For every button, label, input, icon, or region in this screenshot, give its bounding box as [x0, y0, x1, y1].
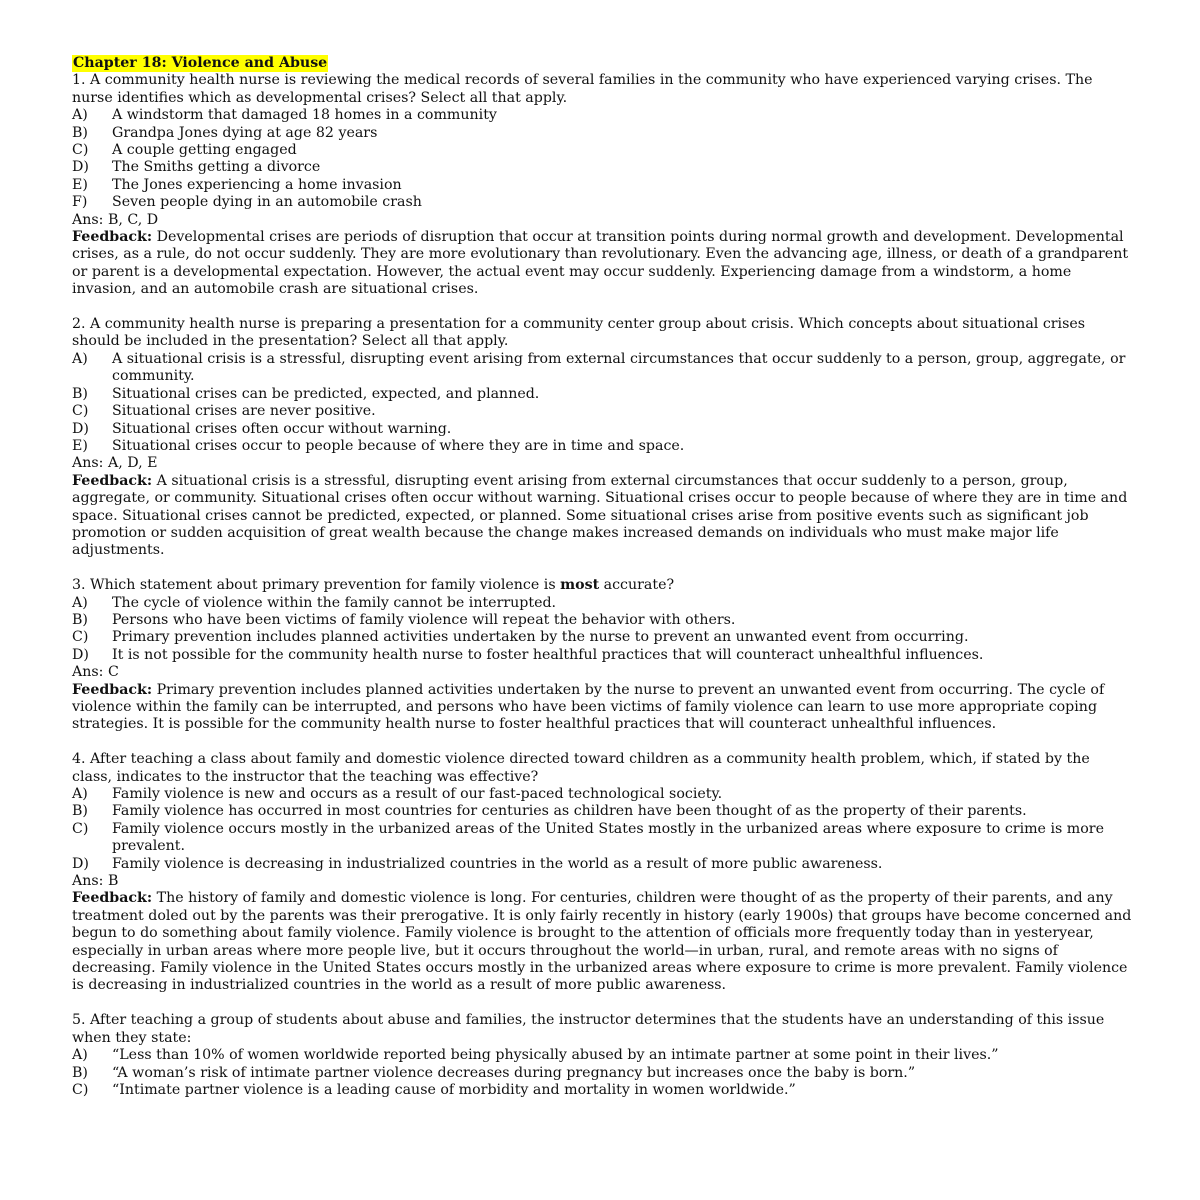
option-letter: C) [72, 820, 89, 837]
option-letter: E) [72, 176, 88, 193]
option-b [72, 386, 1134, 403]
option-d [72, 421, 1134, 438]
question-4 [72, 751, 1134, 995]
option-a [72, 351, 1134, 386]
option-letter: D) [72, 159, 89, 176]
option-a [72, 107, 1134, 124]
option-c [72, 629, 1134, 646]
option-a [72, 786, 1134, 803]
option-text: A couple getting engaged [112, 142, 297, 159]
option-text: “Less than 10% of women worldwide reported being physically abused by an intimate partner at some point in their lives.” [112, 1047, 999, 1064]
feedback-label: Feedback: [72, 890, 153, 907]
feedback [72, 890, 1134, 994]
answer-line: Ans: C [72, 664, 119, 681]
option-text: The cycle of violence within the family cannot be interrupted. [112, 594, 557, 611]
option-text: Primary prevention includes planned activities undertaken by the nurse to prevent an unwanted event from occurring. [112, 629, 969, 646]
feedback [72, 229, 1134, 299]
feedback-text: A situational crisis is a stressful, disrupting event arising from external circumstances that occur suddenly to a person, group, aggregate, or community. Situational crises often occur without warning. Situational crises occur to people because of where they are in time and space. Situational crises cannot be predicted, expected, or planned. Some situational crises arise from positive events such as significant job promotion or sudden acquisition of great wealth because the change makes increased demands on individuals who must make major life adjustments. [72, 472, 1128, 559]
feedback-label: Feedback: [72, 229, 153, 246]
stem-emphasis: most [560, 577, 600, 594]
question-stem: 2. A community health nurse is preparing a presentation for a community center group about crisis. Which concepts about situational crises should be included in the presentation? Select all that apply. [72, 316, 1086, 350]
option-letter: A) [72, 594, 88, 611]
option-text: Family violence is decreasing in industrialized countries in the world as a result of more public awareness. [112, 855, 883, 872]
stem-part: 3. Which statement about primary prevention for family violence is [72, 577, 561, 594]
option-c [72, 142, 1134, 159]
option-letter: E) [72, 437, 88, 454]
feedback [72, 473, 1134, 560]
option-text: “A woman’s risk of intimate partner violence decreases during pregnancy but increases once the baby is born.” [112, 1064, 916, 1081]
option-letter: A) [72, 786, 88, 803]
option-letter: F) [72, 194, 88, 211]
feedback-text: Developmental crises are periods of disruption that occur at transition points during normal growth and development. Developmental crises, as a rule, do not occur suddenly. They are more evolutionary than revolutionary. Even the advancing age, illness, or death of a grandparent or parent is a developmental expectation. However, the actual event may occur suddenly. Experiencing damage from a windstorm, a home invasion, and an automobile crash are situational crises. [72, 229, 1129, 298]
feedback-label: Feedback: [72, 472, 153, 489]
option-e [72, 177, 1134, 194]
option-c [72, 821, 1134, 856]
option-text: Situational crises are never positive. [112, 403, 376, 420]
option-b [72, 1065, 1134, 1082]
option-c [72, 1082, 1134, 1099]
option-d [72, 856, 1134, 873]
document-page [72, 55, 1134, 1099]
option-letter: D) [72, 420, 89, 437]
chapter-title-line [72, 55, 1134, 72]
option-text: Situational crises occur to people because of where they are in time and space. [112, 437, 685, 454]
option-e [72, 438, 1134, 455]
option-letter: B) [72, 385, 88, 402]
option-text: Situational crises often occur without warning. [112, 420, 452, 437]
option-letter: A) [72, 1047, 88, 1064]
question-3 [72, 577, 1134, 734]
option-text: Family violence has occurred in most countries for centuries as children have been thought of as the property of their parents. [112, 803, 1027, 820]
answer-line: Ans: B, C, D [72, 211, 159, 228]
option-letter: C) [72, 142, 89, 159]
question-5 [72, 1012, 1134, 1099]
answer-line: Ans: A, D, E [72, 455, 158, 472]
option-c [72, 403, 1134, 420]
option-letter: A) [72, 350, 88, 367]
option-b [72, 612, 1134, 629]
question-stem: 4. After teaching a class about family and domestic violence directed toward children as a community health problem, which, if stated by the class, indicates to the instructor that the teaching was effective? [72, 751, 1090, 785]
feedback-label: Feedback: [72, 681, 153, 698]
question-stem [72, 577, 1134, 594]
option-letter: C) [72, 629, 89, 646]
option-text: The Jones experiencing a home invasion [112, 176, 402, 193]
chapter-title: Chapter 18: Violence and Abuse [73, 55, 328, 71]
option-text: A situational crisis is a stressful, disrupting event arising from external circumstances that occur suddenly to a person, group, aggregate, or community. [112, 350, 1126, 385]
feedback-text: The history of family and domestic violence is long. For centuries, children were thought of as the property of their parents, and any treatment doled out by the parents was their prerogative. It is only fairly recently in history (early 1900s) that groups have become concerned and begun to do something about family violence. Family violence is brought to the attention of officials more frequently today than in yesteryear, especially in urban areas where more people live, but it occurs throughout the world—in urban, rural, and remote areas with no signs of decreasing. Family violence in the United States occurs mostly in the urbanized areas where exposure to crime is more prevalent. Family violence is decreasing in industrialized countries in the world as a result of more public awareness. [72, 890, 1132, 994]
feedback [72, 682, 1134, 734]
question-stem: 1. A community health nurse is reviewing the medical records of several families in the community who have experienced varying crises. The nurse identifies which as developmental crises? Select all that apply. [72, 72, 1093, 106]
option-text: “Intimate partner violence is a leading cause of morbidity and mortality in women worldwide.” [112, 1081, 796, 1098]
option-text: Persons who have been victims of family violence will repeat the behavior with others. [112, 611, 736, 628]
option-letter: D) [72, 646, 89, 663]
question-stem: 5. After teaching a group of students about abuse and families, the instructor determines that the students have an understanding of this issue when they state: [72, 1012, 1105, 1046]
option-letter: C) [72, 1081, 89, 1098]
option-letter: B) [72, 611, 88, 628]
feedback-text: Primary prevention includes planned activities undertaken by the nurse to prevent an unwanted event from occurring. The cycle of violence within the family can be interrupted, and persons who have been victims of family violence can learn to use more appropriate coping strategies. It is possible for the community health nurse to foster healthful practices that will counteract unhealthful influences. [72, 681, 1105, 733]
option-d [72, 159, 1134, 176]
option-text: Family violence is new and occurs as a result of our fast-paced technological society. [112, 786, 723, 803]
option-text: Family violence occurs mostly in the urbanized areas of the United States mostly in the urbanized areas where exposure to crime is more prevalent. [112, 820, 1104, 855]
option-text: A windstorm that damaged 18 homes in a community [112, 107, 497, 124]
option-text: The Smiths getting a divorce [112, 159, 321, 176]
option-b [72, 803, 1134, 820]
option-letter: D) [72, 855, 89, 872]
option-letter: A) [72, 107, 88, 124]
option-letter: C) [72, 403, 89, 420]
question-1 [72, 72, 1134, 298]
option-letter: B) [72, 803, 88, 820]
option-text: Seven people dying in an automobile crash [112, 194, 422, 211]
option-letter: B) [72, 124, 88, 141]
option-a [72, 595, 1134, 612]
option-d [72, 647, 1134, 664]
option-f [72, 194, 1134, 211]
stem-part: accurate? [599, 577, 675, 594]
option-text: Grandpa Jones dying at age 82 years [112, 124, 378, 141]
question-2 [72, 316, 1134, 560]
option-text: It is not possible for the community health nurse to foster healthful practices that will counteract unhealthful influences. [112, 646, 984, 663]
answer-line: Ans: B [72, 873, 119, 890]
option-a [72, 1047, 1134, 1064]
option-letter: B) [72, 1064, 88, 1081]
option-text: Situational crises can be predicted, expected, and planned. [112, 385, 540, 402]
option-b [72, 125, 1134, 142]
